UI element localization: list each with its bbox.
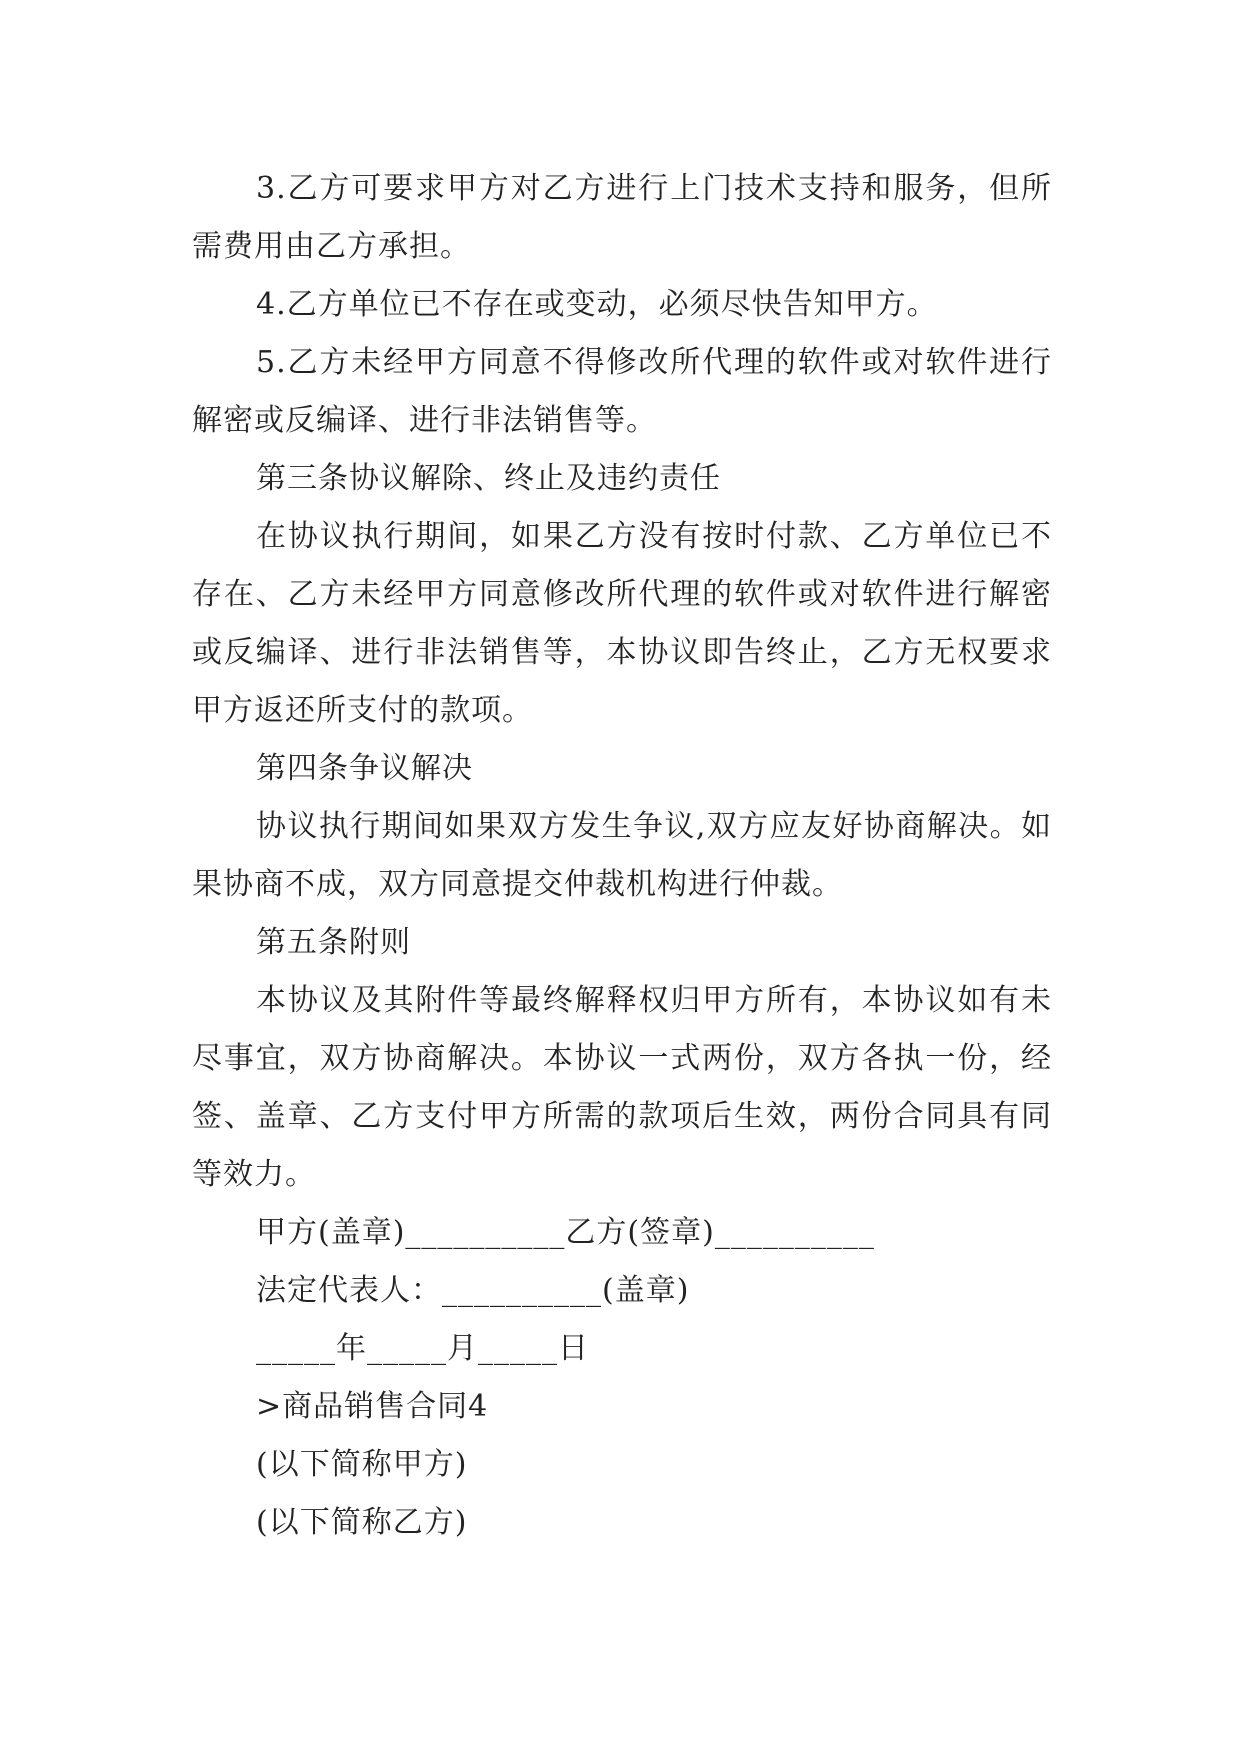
article-5-heading: 第五条附则 xyxy=(256,925,411,960)
party-b-note: (以下简称乙方) xyxy=(256,1505,468,1540)
article-5-text: 本协议及其附件等最终解释权归甲方所有，本协议如有未尽事宜，双方协商解决。本协议一式两份，双方各执一份，经签、盖章、乙方支付甲方所需的款项后生效，两份合同具有同等效力。 xyxy=(192,983,1052,1192)
article-3-text: 在协议执行期间，如果乙方没有按时付款、乙方单位已不存在、乙方未经甲方同意修改所代理的软件或对软件进行解密或反编译、进行非法销售等，本协议即告终止，乙方无权要求甲方返还所支付的款项。 xyxy=(192,519,1052,728)
clause-4-text: 4.乙方单位已不存在或变动，必须尽快告知甲方。 xyxy=(256,287,938,322)
party-a-note: (以下简称甲方) xyxy=(256,1447,468,1482)
clause-5-text: 5.乙方未经甲方同意不得修改所代理的软件或对软件进行解密或反编译、进行非法销售等。 xyxy=(192,345,1052,438)
clause-3-text: 3.乙方可要求甲方对乙方进行上门技术支持和服务，但所需费用由乙方承担。 xyxy=(192,171,1052,264)
article-4-heading: 第四条争议解决 xyxy=(256,751,473,786)
signature-line: 甲方(盖章)__________乙方(签章)__________ xyxy=(256,1215,875,1250)
article-3-heading: 第三条协议解除、终止及违约责任 xyxy=(256,461,721,496)
next-contract-title: >商品销售合同4 xyxy=(256,1389,489,1424)
legal-representative-line: 法定代表人：__________(盖章) xyxy=(256,1273,690,1308)
article-4-text: 协议执行期间如果双方发生争议,双方应友好协商解决。如果协商不成，双方同意提交仲裁机构进行仲裁。 xyxy=(192,809,1052,902)
document-body xyxy=(192,160,1052,1552)
date-line: _____年_____月_____日 xyxy=(256,1331,589,1366)
